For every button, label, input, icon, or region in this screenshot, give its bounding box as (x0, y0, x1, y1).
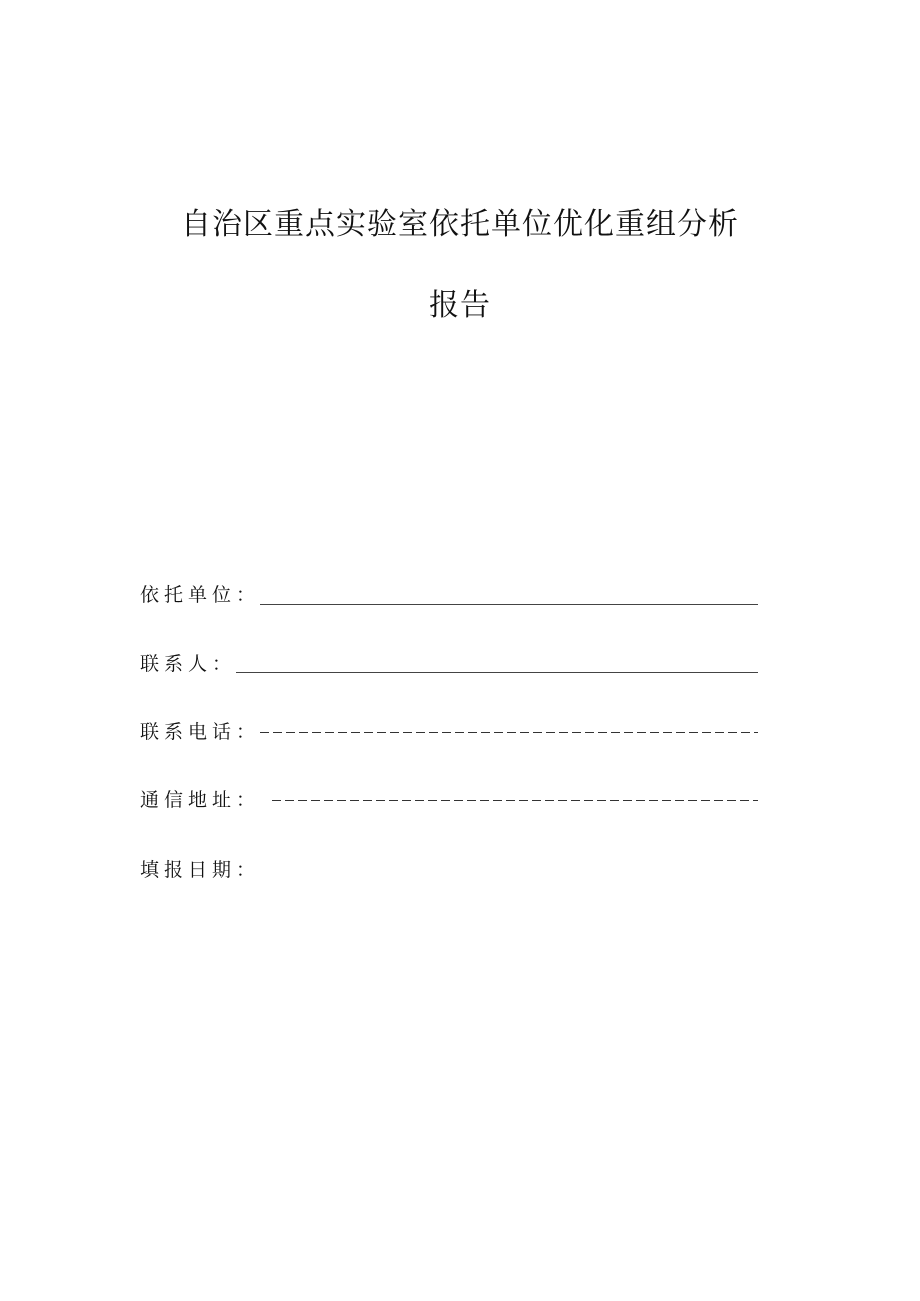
field-contact-person-label: 联系人： (140, 653, 237, 675)
field-fill-date (140, 855, 760, 885)
field-mailing-address-input-line[interactable] (272, 800, 758, 801)
report-title-line-2: 报告 (429, 288, 491, 323)
field-contact-phone-label: 联系电话： (140, 721, 261, 743)
field-fill-date-label: 填报日期： (140, 859, 261, 881)
field-mailing-address (140, 785, 760, 815)
field-host-unit-label: 依托单位： (140, 584, 261, 606)
field-contact-person-input-line[interactable] (236, 672, 758, 673)
field-host-unit-input-line[interactable] (260, 604, 758, 605)
field-mailing-address-label: 通信地址： (140, 789, 261, 811)
field-host-unit (140, 580, 760, 610)
field-contact-person (140, 649, 760, 679)
report-title-line-1: 自治区重点实验室依托单位优化重组分析 (181, 207, 739, 242)
field-contact-phone (140, 717, 760, 747)
field-contact-phone-input-line[interactable] (260, 732, 758, 733)
